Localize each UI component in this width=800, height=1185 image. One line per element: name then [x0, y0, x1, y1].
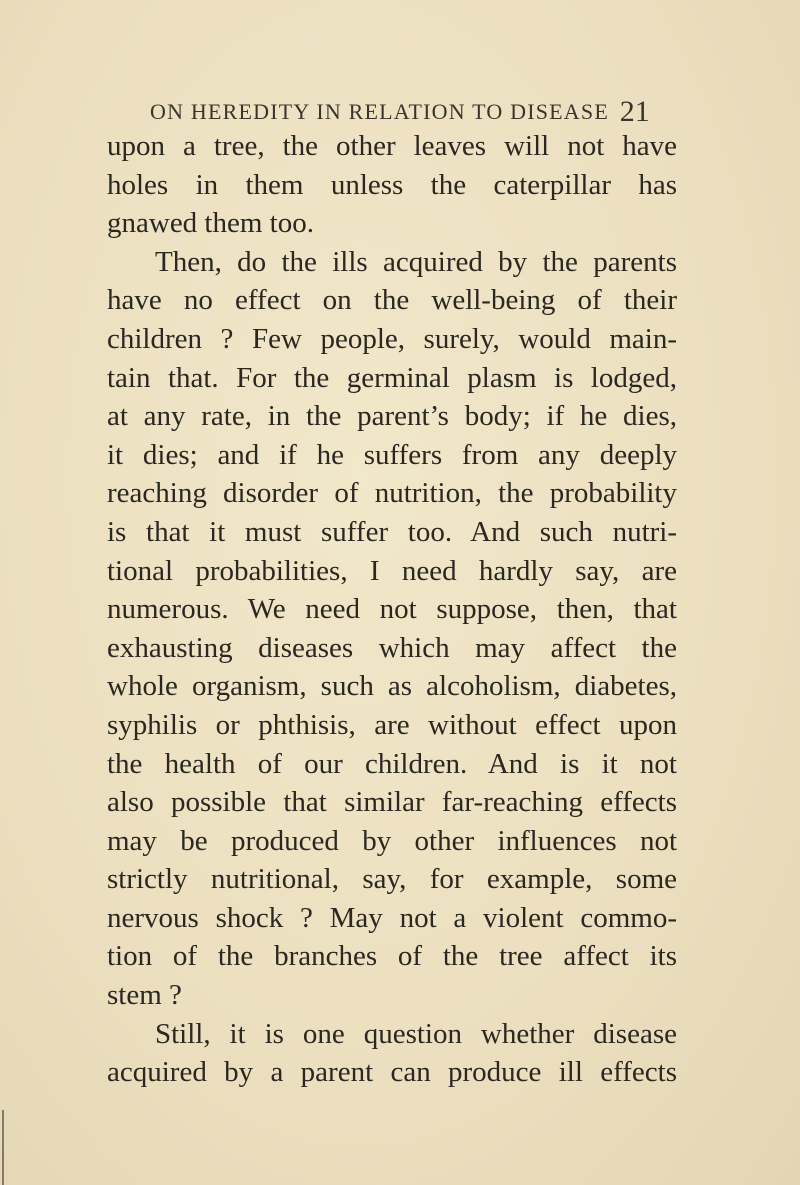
text-line: tion of the branches of the tree affect its — [107, 940, 677, 973]
text-line: at any rate, in the parent’s body; if he dies, — [107, 400, 677, 433]
text-line: Then, do the ills acquired by the parents — [155, 245, 677, 278]
text-line: upon a tree, the other leaves will not have — [107, 130, 677, 162]
text-line: numerous. We need not suppose, then, that — [107, 593, 677, 626]
text-line: it dies; and if he suffers from any deeply — [107, 438, 677, 471]
text-line: exhausting diseases which may affect the — [107, 631, 677, 664]
text-line: acquired by a parent can produce ill effects — [107, 1056, 677, 1089]
text-line: have no effect on the well-being of their — [107, 284, 677, 317]
page-edge-mark — [2, 1110, 4, 1185]
text-line: children ? Few people, surely, would main- — [107, 322, 677, 355]
running-head-title: ON HEREDITY IN RELATION TO DISEASE — [150, 99, 609, 124]
text-line: nervous shock ? May not a violent commo- — [107, 901, 677, 934]
text-line: strictly nutritional, say, for example, some — [107, 863, 677, 896]
text-line: holes in them unless the caterpillar has — [107, 168, 677, 201]
text-line: Still, it is one question whether disease — [155, 1017, 677, 1050]
text-line: gnawed them too. — [107, 207, 314, 240]
text-line: tain that. For the germinal plasm is lodged, — [107, 361, 677, 394]
text-line: tional probabilities, I need hardly say, are — [107, 554, 677, 587]
body-text — [107, 127, 677, 1092]
text-line: stem ? — [107, 979, 182, 1012]
text-line: also possible that similar far-reaching effects — [107, 786, 677, 819]
text-line: the health of our children. And is it not — [107, 747, 677, 780]
text-line: may be produced by other influences not — [107, 824, 677, 857]
text-line: is that it must suffer too. And such nutri- — [107, 515, 677, 548]
text-line: syphilis or phthisis, are without effect upon — [107, 708, 677, 741]
text-line: whole organism, such as alcoholism, diabetes, — [107, 670, 677, 703]
running-head — [150, 93, 690, 127]
page-number: 21 — [619, 95, 650, 128]
text-line: reaching disorder of nutrition, the probability — [107, 477, 677, 510]
